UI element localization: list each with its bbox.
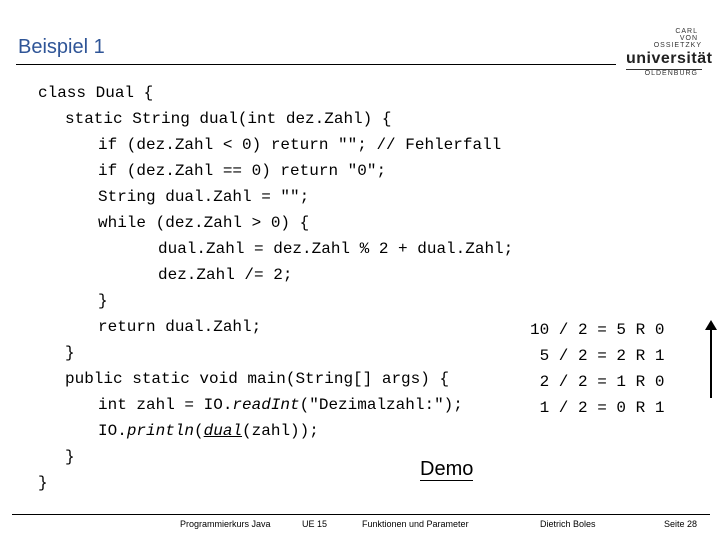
logo-main: universität	[626, 50, 713, 67]
code-println-open: (	[194, 422, 204, 440]
code-line-14	[98, 422, 319, 440]
logo-sub: OLDENBURG	[644, 70, 698, 77]
code-println-prefix: IO.	[98, 422, 127, 440]
footer-page: Seite 28	[664, 519, 698, 529]
division-row-4: 1 / 2 = 0 R 1	[530, 399, 665, 417]
code-line-9: }	[98, 292, 108, 310]
code-line-16: }	[38, 474, 48, 492]
code-line-1: class Dual {	[38, 84, 154, 102]
code-line-3: if (dez.Zahl < 0) return ""; // Fehlerfall	[98, 136, 502, 154]
code-int-suffix: ("Dezimalzahl:");	[299, 396, 463, 414]
code-line-5: String dual.Zahl = "";	[98, 188, 310, 206]
code-line-4: if (dez.Zahl == 0) return "0";	[98, 162, 387, 180]
code-line-15: }	[65, 448, 75, 466]
footer-author: Dietrich Boles	[540, 519, 596, 529]
code-line-12: public static void main(String[] args) {	[65, 370, 450, 388]
code-line-10: return dual.Zahl;	[98, 318, 262, 336]
title-divider	[16, 64, 616, 65]
slide-title: Beispiel 1	[18, 36, 105, 58]
code-println-suffix: (zahl));	[242, 422, 319, 440]
logo-line1: CARL	[675, 28, 698, 35]
code-line-2: static String dual(int dez.Zahl) {	[65, 110, 392, 128]
university-logo	[622, 28, 713, 77]
code-line-11: }	[65, 344, 75, 362]
code-println-call: dual	[203, 422, 243, 440]
demo-link[interactable]: Demo	[420, 458, 474, 480]
footer-unit: UE 15	[302, 519, 328, 529]
code-line-6: while (dez.Zahl > 0) {	[98, 214, 310, 232]
arrow-up-icon	[704, 320, 718, 400]
code-line-7: dual.Zahl = dez.Zahl % 2 + dual.Zahl;	[158, 240, 514, 258]
division-row-3: 2 / 2 = 1 R 0	[530, 373, 665, 391]
code-int-prefix: int zahl = IO.	[98, 396, 233, 414]
footer-topic: Funktionen und Parameter	[362, 519, 469, 529]
division-row-2: 5 / 2 = 2 R 1	[530, 347, 665, 365]
code-println-method: println	[126, 422, 195, 440]
division-row-1: 10 / 2 = 5 R 0	[530, 321, 665, 339]
logo-line2: VON	[679, 35, 698, 42]
logo-line3: OSSIETZKY	[653, 42, 702, 49]
code-line-13	[98, 396, 463, 414]
footer-divider	[12, 514, 710, 515]
code-line-8: dez.Zahl /= 2;	[158, 266, 293, 284]
footer-course: Programmierkurs Java	[180, 519, 271, 529]
division-table	[530, 321, 664, 425]
code-int-method: readInt	[232, 396, 300, 414]
